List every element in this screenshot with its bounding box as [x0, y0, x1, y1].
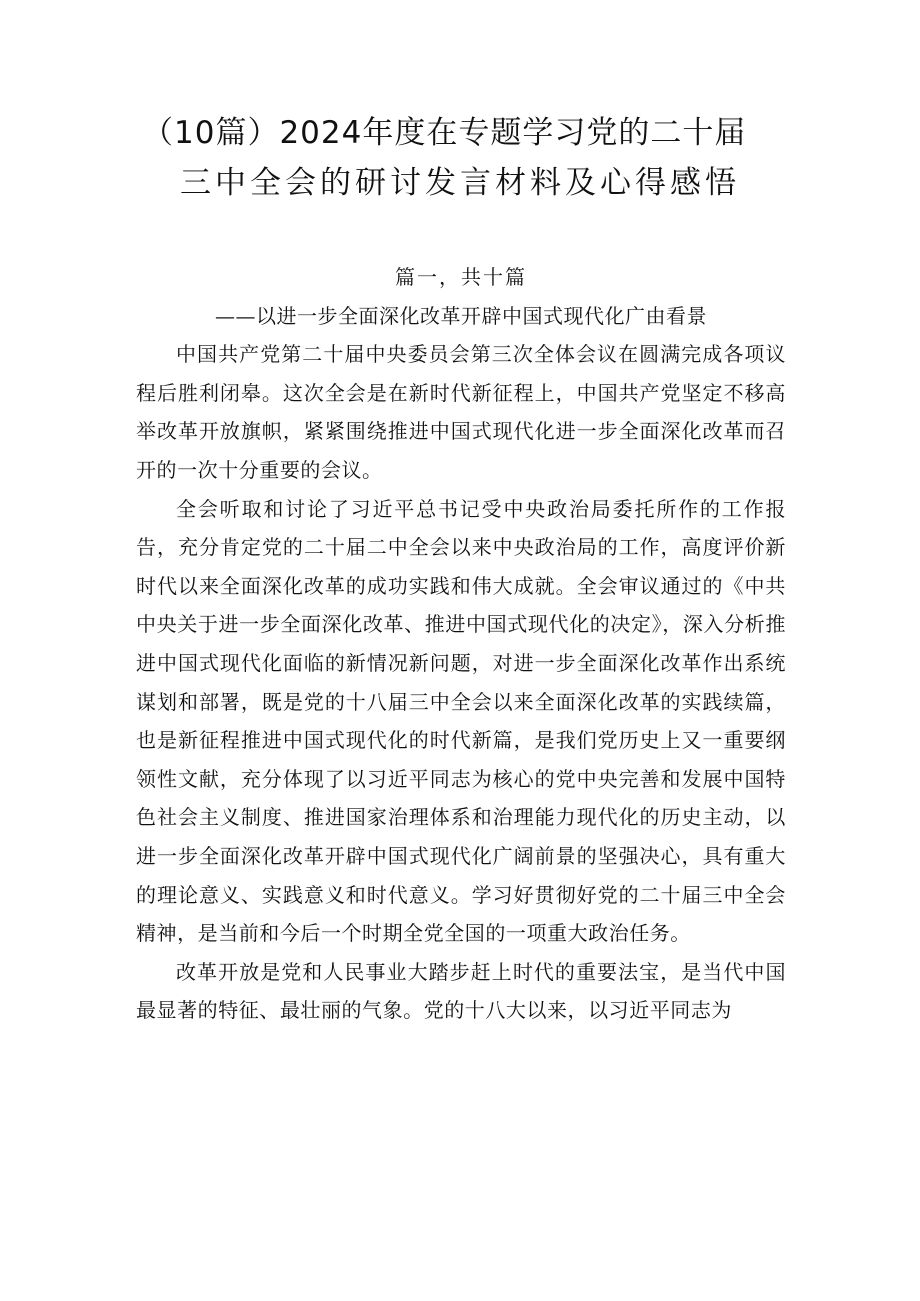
paragraph-3: 改革开放是党和人民事业大踏步赶上时代的重要法宝，是当代中国最显著的特征、最壮丽的气象。党的十八大以来，以习近平同志为 — [136, 959, 786, 1023]
title-line-2: 三中全会的研讨发言材料及心得感悟 — [180, 165, 740, 201]
document-body — [136, 258, 786, 1030]
section-subtitle: ——以进一步全面深化改革开辟中国式现代化广由看景 — [215, 303, 707, 328]
document-title — [120, 108, 800, 208]
section-heading: 篇一，共十篇 — [395, 265, 527, 289]
paragraph-2: 全会听取和讨论了习近平总书记受中央政治局委托所作的工作报告，充分肯定党的二十届二中全会以来中央政治局的工作，高度评价新时代以来全面深化改革的成功实践和伟大成就。全会审议通过的《中共中央关于进一步全面深化改革、推进中国式现代化的决定》，深入分析推进中国式现代化面临的新情况新问题，对进一步全面深化改革作出系统谋划和部署，既是党的十八届三中全会以来全面深化改革的实践续篇，也是新征程推进中国式现代化的时代新篇，是我们党历史上又一重要纲领性文献，充分体现了以习近平同志为核心的党中央完善和发展中国特色社会主义制度、推进国家治理体系和治理能力现代化的历史主动，以进一步全面深化改革开辟中国式现代化广阔前景的坚强决心，具有重大的理论意义、实践意义和时代意义。学习好贯彻好党的二十届三中全会精神，是当前和今后一个时期全党全国的一项重大政治任务。 — [136, 496, 786, 946]
title-line-1: （10篇）2024年度在专题学习党的二十届 — [142, 115, 747, 151]
paragraph-1: 中国共产党第二十届中央委员会第三次全体会议在圆满完成各项议程后胜利闭皋。这次全会是在新时代新征程上，中国共产党坚定不移高举改革开放旗帜，紧紧围绕推进中国式现代化进一步全面深化改革而召开的一次十分重要的会议。 — [136, 342, 786, 482]
